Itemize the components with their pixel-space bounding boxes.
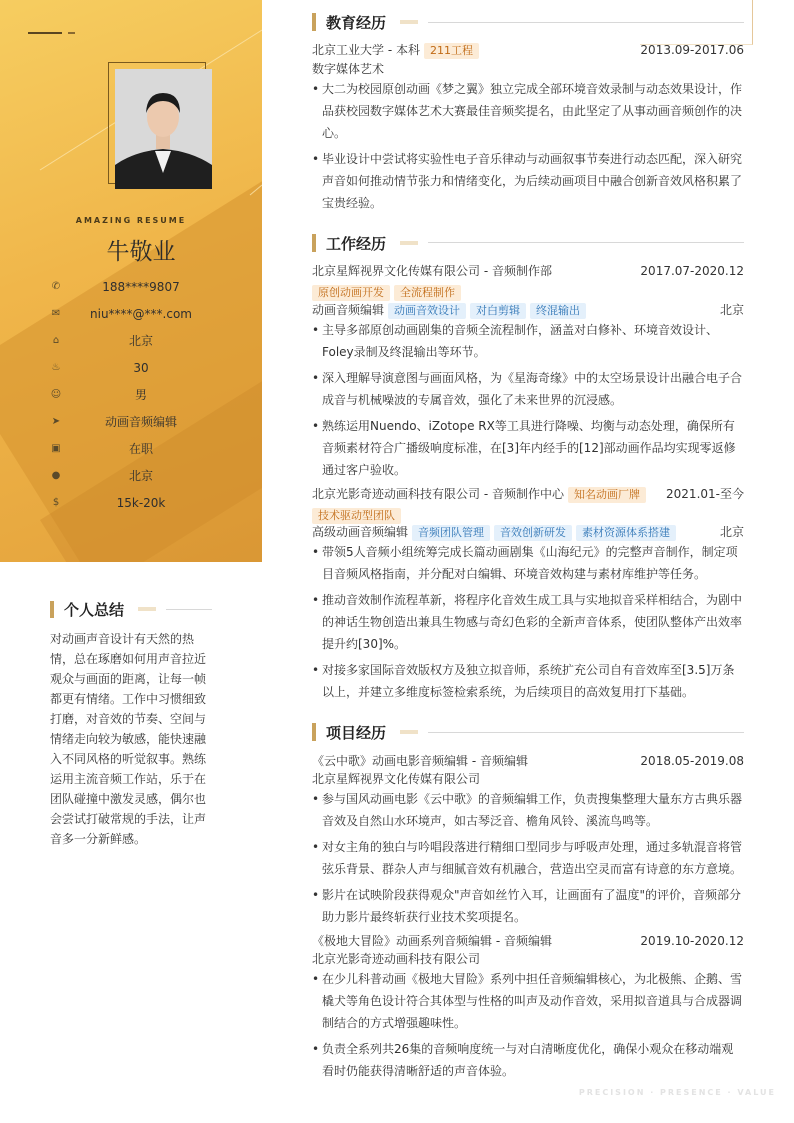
job-header: [312, 262, 744, 280]
projects-title: 项目经历: [326, 724, 387, 742]
project-name: 《云中歌》动画电影音频编辑 - 音频编辑: [312, 754, 528, 768]
bullet-text: 在少儿科普动画《极地大冒险》系列中担任音频编辑核心，为北极熊、企鹅、雪橇犬等角色设计符合其体型与性格的叫声及动作音效，采用拟音道具与合成器调制结合的方式增强趣味性。: [322, 972, 743, 1030]
phone-text: 188****9807: [102, 280, 180, 294]
cake-icon: ♨: [51, 362, 61, 373]
project-header: [312, 752, 744, 770]
project-date: 2018.05-2019.08: [640, 754, 744, 768]
school-name: 北京工业大学 - 本科: [312, 43, 420, 57]
bullet-text: 带领5人音频小组统筹完成长篇动画剧集《山海纪元》的完整声音制作，制定项目音频风格指南，并分配对白编辑、环境音效构建与素材库维护等任务。: [322, 545, 738, 581]
list-item: • 熟练运用Nuendo、iZotope RX等工具进行降噪、均衡与动态处理，确保所有音频素材符合广播级响度标准，在[3]年内经手的[12]部动画作品均实现零返修通过客户验收。: [312, 415, 744, 481]
section-dash: [138, 607, 156, 611]
section-marker: [50, 601, 54, 618]
section-marker: [312, 13, 316, 31]
gender-text: 男: [134, 388, 147, 402]
salary-text: 15k-20k: [116, 496, 166, 510]
list-item: • 毕业设计中尝试将实验性电子音乐律动与动画叙事节奏进行动态匹配，深入研究声音如何推动情节张力和情绪变化，为后续动画项目中融合创新音效风格积累了宝贵经验。: [312, 148, 744, 214]
job-city: 北京: [719, 525, 744, 539]
project-company: 北京光影奇迹动画科技有限公司: [312, 952, 481, 966]
job-tag: 原创动画开发: [312, 285, 390, 301]
list-item: • 深入理解导演意图与画面风格，为《星海奇缘》中的太空场景设计出融合电子合成音与机械噪波的专属音效，强化了未来世界的沉浸感。: [312, 367, 744, 411]
skill-tag: 对白剪辑: [470, 303, 526, 319]
position-text: 动画音频编辑: [104, 415, 177, 429]
job-date: 2017.07-2020.12: [640, 264, 744, 278]
list-item: • 参与国风动画电影《云中歌》的音频编辑工作，负责搜集整理大量东方古典乐器音效及自然山水环境声，如古琴泛音、檐角风铃、溪流鸟鸣等。: [312, 788, 744, 832]
bullet-text: 熟练运用Nuendo、iZotope RX等工具进行降噪、均衡与动态处理，确保所有音频素材符合广播级响度标准，在[3]年内经手的[12]部动画作品均实现零返修通过客户验收。: [322, 419, 736, 477]
location-icon: ●: [51, 470, 61, 481]
section-dash: [400, 20, 418, 24]
education-date: 2013.09-2017.06: [640, 43, 744, 57]
job-tags: [312, 506, 744, 524]
send-icon: ➤: [51, 416, 61, 427]
summary-title: 个人总结: [64, 601, 125, 619]
list-item: • 大二为校园原创动画《梦之翼》独立完成全部环境音效录制与动态效果设计，作品获校园数字媒体艺术大赛最佳音频奖提名，由此坚定了从事动画音频创作的决心。: [312, 78, 744, 144]
list-item: • 对女主角的独白与吟唱段落进行精细口型同步与呼吸声处理，通过多轨混音将管弦乐背景、群杂人声与细腻音效有机融合，营造出空灵而富有诗意的东方意境。: [312, 836, 744, 880]
info-row-phone: [0, 279, 262, 299]
mail-icon: ✉: [51, 308, 61, 319]
smile-icon: ☺: [50, 389, 62, 400]
project-company: 北京星辉视界文化传媒有限公司: [312, 772, 481, 786]
age-text: 30: [133, 361, 149, 375]
section-divider: [166, 609, 212, 610]
job-header: [312, 485, 744, 503]
summary-text: 对动画声音设计有天然的热情，总在琢磨如何用声音拉近观众与画面的距离，让每一帧都更有情绪。工作中习惯细致打磨，对音效的节奏、空间与情绪走向较为敏感，能快速融入不同风格的听觉叙事。熟练运用主流音频工作站，乐于在团队碰撞中激发灵感，偶尔也会尝试打破常规的手法，让声音多一分新鲜感。: [50, 632, 207, 846]
info-row-gender: [0, 387, 262, 407]
skill-tag: 动画音效设计: [388, 303, 466, 319]
job-role: [312, 523, 744, 541]
bullet-text: 深入理解导演意图与画面风格，为《星海奇缘》中的太空场景设计出融合电子合成音与机械噪波的专属音效，强化了未来世界的沉浸感。: [322, 371, 743, 407]
project-date: 2019.10-2020.12: [640, 934, 744, 948]
job-tags: [312, 283, 744, 301]
list-item: • 带领5人音频小组统筹完成长篇动画剧集《山海纪元》的完整声音制作，制定项目音频风格指南，并分配对白编辑、环境音效构建与素材库维护等任务。: [312, 541, 744, 585]
section-marker: [312, 723, 316, 741]
resume-label: AMAZING RESUME: [75, 216, 187, 225]
job-date: 2021.01-至今: [666, 487, 744, 501]
skill-tag: 素材资源体系搭建: [576, 525, 676, 541]
list-item: • 在少儿科普动画《极地大冒险》系列中担任音频编辑核心，为北极熊、企鹅、雪橇犬等角色设计符合其体型与性格的叫声及动作音效，采用拟音道具与合成器调制结合的方式增强趣味性。: [312, 968, 744, 1034]
skill-tag: 终混输出: [530, 303, 586, 319]
skill-tag: 音频团队管理: [412, 525, 490, 541]
education-header: [312, 41, 744, 59]
profile-panel: [0, 0, 262, 562]
candidate-name: 牛敬业: [106, 239, 176, 265]
email-text: niu****@***.com: [90, 307, 192, 321]
info-row-location: [0, 468, 262, 488]
job-tag: 全流程制作: [394, 285, 461, 301]
money-icon: $: [52, 497, 60, 508]
school-tag: 211工程: [424, 43, 479, 59]
section-divider: [428, 22, 744, 23]
job-city: 北京: [719, 303, 744, 317]
list-item: • 影片在试映阶段获得观众"声音如丝竹入耳，让画面有了温度"的评价，音频部分助力影片最终斩获行业技术奖项提名。: [312, 884, 744, 928]
bullet-text: 负责全系列共26集的音频响度统一与对白清晰度优化，确保小观众在移动端观看时仍能获得清晰舒适的声音体验。: [322, 1042, 734, 1078]
list-item: • 对接多家国际音效版权方及独立拟音师，系统扩充公司自有音效库至[3.5]万条以上，并建立多维度标签检索系统，为后续项目的高效复用打下基础。: [312, 659, 744, 703]
list-item: • 推动音效制作流程革新，将程序化音效生成工具与实地拟音采样相结合，为剧中的神话生物创造出兼具生物感与奇幻色彩的全新声音体系，使团队整体产出效率提升约[30]%。: [312, 589, 744, 655]
info-row-age: [0, 360, 262, 380]
bullet-text: 参与国风动画电影《云中歌》的音频编辑工作，负责搜集整理大量东方古典乐器音效及自然山水环境声，如古琴泛音、檐角风铃、溪流鸟鸣等。: [322, 792, 743, 828]
briefcase-icon: ▣: [51, 443, 61, 454]
bullet-text: 影片在试映阶段获得观众"声音如丝竹入耳，让画面有了温度"的评价，音频部分助力影片最终斩获行业技术奖项提名。: [322, 888, 742, 924]
bullet-text: 主导多部原创动画剧集的音频全流程制作，涵盖对白修补、环境音效设计、Foley录制及终混输出等环节。: [322, 323, 719, 359]
skill-tag: 音效创新研发: [494, 525, 572, 541]
education-title: 教育经历: [326, 14, 387, 32]
footer-tagline: PRECISION · PRESENCE · VALUE: [578, 1088, 776, 1097]
decorative-dash: [68, 32, 75, 34]
project-name: 《极地大冒险》动画系列音频编辑 - 音频编辑: [312, 934, 552, 948]
project-header: [312, 932, 744, 950]
bullet-text: 对接多家国际音效版权方及独立拟音师，系统扩充公司自有音效库至[3.5]万条以上，并建立多维度标签检索系统，为后续项目的高效复用打下基础。: [322, 663, 735, 699]
status-text: 在职: [128, 442, 153, 456]
job-tag: 技术驱动型团队: [312, 508, 401, 524]
company-name: 北京光影奇迹动画科技有限公司 - 音频制作中心: [312, 487, 564, 501]
company-name: 北京星辉视界文化传媒有限公司 - 音频制作部: [312, 264, 552, 278]
info-row-position: [0, 414, 262, 434]
section-divider: [428, 242, 744, 243]
phone-icon: ✆: [51, 281, 61, 292]
profile-photo: [115, 69, 212, 189]
job-role: [312, 301, 744, 319]
bullet-text: 毕业设计中尝试将实验性电子音乐律动与动画叙事节奏进行动态匹配，深入研究声音如何推动情节张力和情绪变化，为后续动画项目中融合创新音效风格积累了宝贵经验。: [322, 152, 743, 210]
bullet-text: 推动音效制作流程革新，将程序化音效生成工具与实地拟音采样相结合，为剧中的神话生物创造出兼具生物感与奇幻色彩的全新声音体系，使团队整体产出效率提升约[30]%。: [322, 593, 743, 651]
list-item: • 主导多部原创动画剧集的音频全流程制作，涵盖对白修补、环境音效设计、Foley录制及终混输出等环节。: [312, 319, 744, 363]
decorative-dash: [28, 32, 62, 34]
work-title: 工作经历: [326, 235, 387, 253]
bullet-text: 大二为校园原创动画《梦之翼》独立完成全部环境音效录制与动态效果设计，作品获校园数字媒体艺术大赛最佳音频奖提名，由此坚定了从事动画音频创作的决心。: [322, 82, 743, 140]
job-position: 高级动画音频编辑: [312, 525, 409, 539]
location-text: 北京: [128, 469, 153, 483]
education-major: 数字媒体艺术: [312, 62, 385, 76]
section-dash: [400, 730, 418, 734]
info-row-status: [0, 441, 262, 461]
job-position: 动画音频编辑: [312, 303, 385, 317]
info-row-email: [0, 306, 262, 326]
list-item: • 负责全系列共26集的音频响度统一与对白清晰度优化，确保小观众在移动端观看时仍能获得清晰舒适的声音体验。: [312, 1038, 744, 1082]
section-marker: [312, 234, 316, 252]
info-row-salary: [0, 495, 262, 515]
bullet-text: 对女主角的独白与吟唱段落进行精细口型同步与呼吸声处理，通过多轨混音将管弦乐背景、群杂人声与细腻音效有机融合，营造出空灵而富有诗意的东方意境。: [322, 840, 743, 876]
company-tag: 知名动画厂牌: [568, 487, 646, 503]
home-icon: ⌂: [52, 335, 60, 346]
info-row-home: [0, 333, 262, 353]
section-divider: [428, 732, 744, 733]
section-dash: [400, 241, 418, 245]
hometown-text: 北京: [128, 334, 153, 348]
